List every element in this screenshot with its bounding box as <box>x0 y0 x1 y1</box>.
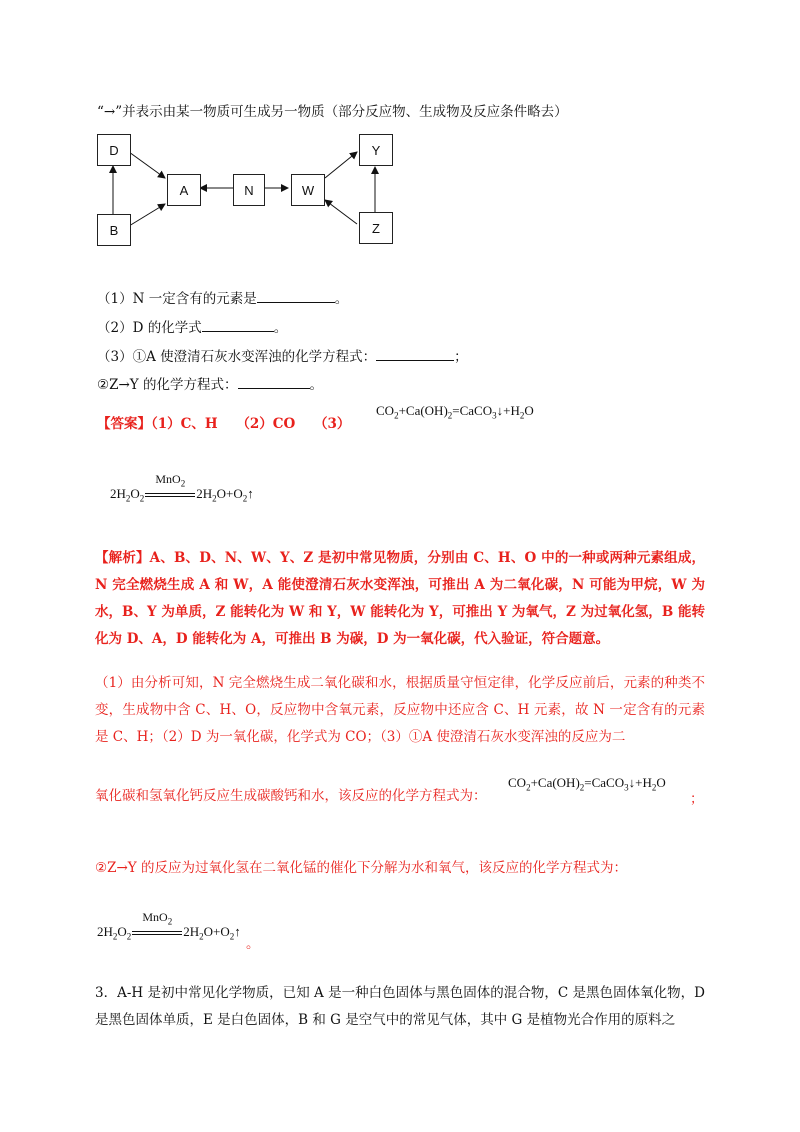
question-4-end: 。 <box>309 377 323 393</box>
answer-blank-4[interactable] <box>238 376 310 389</box>
formula-h2o2-answer: $2H_2O_2$ MnO$_2$ $2H_2O+O_2↑$ <box>110 472 254 504</box>
node-b: B <box>97 214 131 246</box>
answer-blank-3[interactable] <box>376 348 454 361</box>
answer-part-1: （1）C、H <box>151 416 218 432</box>
analysis-paragraph-2 <box>95 670 705 751</box>
question-3-paragraph <box>95 980 705 1034</box>
question-3-body: 3．A-H 是初中常见化学物质，已知 A 是一种白色固体与黑色固体的混合物，C 是黑色固体氧化物，D 是黑色固体单质，E 是白色固体，B 和 G 是空气中的常见气体，其中 G 是植物光合作用的原料之 <box>95 985 705 1028</box>
formula-co2-analysis: $CO_2+Ca(OH)_2=CaCO_3↓+H_2O$ <box>508 775 666 793</box>
analysis-text-1: A、B、D、N、W、Y、Z 是初中常见物质，分别由 C、H、O 中的一种或两种元素组成，N 完全燃烧生成 A 和 W，A 能使澄清石灰水变浑浊，可推出 A 为二氧化碳，N 可能为甲烷，W 为水，B、Y 为单质，Z 能转化为 W 和 Y，W 能转化为 Y，可推出 Y 为氧气，Z 为过氧化氢，B 能转化为 D、A，D 能转化为 A，可推出 B 为碳，D 为一氧化碳，代入验证，符合题意。 <box>95 550 705 647</box>
answer-part-2: （2）CO <box>236 416 296 432</box>
answer-part-3: （3） <box>313 416 351 432</box>
analysis-line-2b <box>95 784 487 804</box>
question-3-end: ； <box>454 349 468 365</box>
question-2-end: 。 <box>273 320 288 336</box>
node-n: N <box>233 174 265 206</box>
analysis-line-3 <box>95 856 627 876</box>
question-2 <box>97 316 287 336</box>
answer-blank-2[interactable] <box>202 319 274 332</box>
answer-label: 【答案】 <box>97 416 151 432</box>
question-1 <box>97 287 348 307</box>
analysis-text-3: ②Z→Y 的反应为过氧化氢在二氧化锰的催化下分解为水和氧气，该反应的化学方程式为： <box>95 860 627 876</box>
question-4-text: ②Z→Y 的化学方程式： <box>97 377 238 393</box>
reaction-diagram <box>95 130 405 250</box>
question-1-end: 。 <box>334 291 349 307</box>
node-y: Y <box>359 134 393 166</box>
node-a: A <box>167 174 201 206</box>
node-w: W <box>291 174 325 206</box>
node-d: D <box>97 134 131 166</box>
formula-h2o2-analysis: $2H_2O_2$ MnO$_2$ $2H_2O+O_2↑$ <box>97 910 241 942</box>
question-4 <box>97 373 323 393</box>
node-z: Z <box>359 212 393 244</box>
answer-line <box>97 412 350 432</box>
analysis-end-2: ； <box>690 791 704 807</box>
question-1-text: （1）N 一定含有的元素是 <box>97 291 257 307</box>
question-3 <box>97 345 468 365</box>
question-2-text: （2）D 的化学式 <box>97 320 202 336</box>
analysis-label: 【解析】 <box>95 550 150 566</box>
analysis-paragraph-1 <box>95 545 705 653</box>
question-3-text: （3）①A 使澄清石灰水变浑浊的化学方程式： <box>97 349 377 365</box>
analysis-text-2b: 氧化碳和氢氧化钙反应生成碳酸钙和水，该反应的化学方程式为： <box>95 788 487 804</box>
intro-line: “→”并表示由某一物质可生成另一物质（部分反应物、生成物及反应条件略去） <box>97 104 568 120</box>
analysis-text-2a: （1）由分析可知，N 完全燃烧生成二氧化碳和水，根据质量守恒定律，化学反应前后，元素的种类不变，生成物中含 C、H、O，反应物中含氧元素，反应物中还应含 C、H 元素，故 N 一定含有的元素是 C、H；（2）D 为一氧化碳，化学式为 CO；（3）①A 使澄清石灰水变浑浊的反应为二 <box>95 675 705 745</box>
formula-co2-answer: $CO_2+Ca(OH)_2=CaCO_3↓+H_2O$ <box>376 403 534 421</box>
analysis-end-3: 。 <box>246 936 260 952</box>
answer-blank-1[interactable] <box>257 290 335 303</box>
